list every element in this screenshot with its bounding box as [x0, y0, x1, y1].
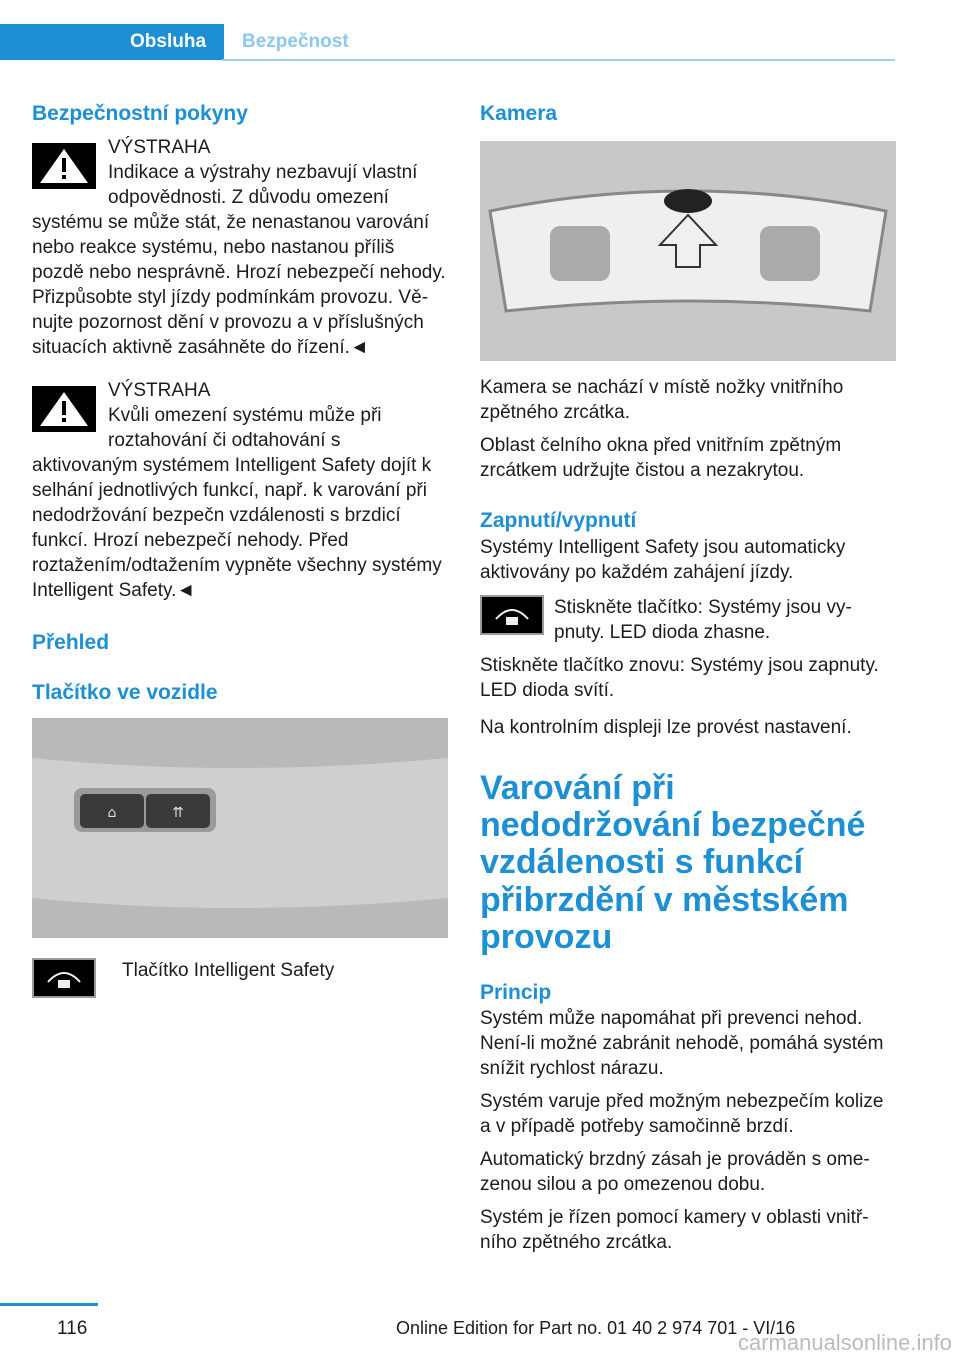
camera-photo: [480, 141, 896, 361]
camera-text-1: Kamera se nachází v místě nožky vnitřního zpětného zrcátka.: [480, 377, 844, 424]
warning-text: Kvůli omezení systému může při roztahování či odtahování s aktivovaným systémem Intelligent Safety dojít k selhání jednotlivých funkcí, např. k varování při nedodržování bezpečn vzdálenosti s brzdicí funkcí. Hrozí nebezpečí nehody. Před roztažením/odtažením vypněte všechny systémy Intelligent Safety.◄: [32, 405, 442, 602]
watermark: carmanualsonline.info: [737, 1330, 952, 1355]
button-in-vehicle-title: Tlačítko ve vozidle: [32, 680, 218, 704]
right-column: [480, 100, 896, 1255]
principle-text-3: Automatický brzdný zásah je prováděn s omezenou silou a po omezenou dobu.: [480, 1148, 870, 1195]
svg-text:⌂: ⌂: [107, 804, 117, 821]
intelligent-safety-icon: [480, 595, 544, 635]
onoff-title: Zapnutí/vypnutí: [480, 509, 637, 533]
intelligent-safety-icon: [32, 958, 96, 998]
footer-accent-line: [0, 1303, 98, 1306]
warning-triangle-icon: [32, 143, 96, 189]
principle-text-2: Systém varuje před možným nebezpečím kolize a v případě potřeby samočinně brzdí.: [480, 1090, 884, 1137]
onoff-text-3: Na kontrolním displeji lze provést nastavení.: [480, 716, 852, 738]
onoff-text-1: Systémy Intelligent Safety jsou automaticky aktivovány po každém zahájení jízdy.: [480, 536, 846, 583]
warning-title: VÝSTRAHA: [108, 137, 211, 159]
warning-block-1: [32, 135, 448, 360]
button-photo: [32, 718, 448, 938]
svg-text:⇈: ⇈: [172, 804, 184, 821]
principle-text-1: Systém může napomáhat při prevenci nehod. Není-li možné zabránit nehodě, pomáhá systém snížit rychlost nárazu.: [480, 1007, 884, 1079]
onoff-text-2: Stiskněte tlačítko znovu: Systémy jsou zapnuty. LED dioda svítí.: [480, 654, 879, 701]
warning-title: VÝSTRAHA: [108, 380, 211, 402]
header-tabs: [0, 24, 367, 60]
city-braking-title: Varování při nedodržování bezpečné vzdálenosti s funkcí přibrzdění v městském provozu: [480, 768, 866, 957]
onoff-button-text: Stiskněte tlačítko: Systémy jsou vypnuty. LED dioda zhasne.: [554, 596, 852, 643]
button-caption: Tlačítko Intelligent Safety: [122, 959, 335, 981]
camera-text-2: Oblast čelního okna před vnitřním zpětným zrcátkem udržujte čistou a nezakrytou.: [480, 435, 842, 482]
camera-title: Kamera: [480, 102, 558, 125]
principle-text-4: Systém je řízen pomocí kamery v oblasti vnitřního zpětného zrcátka.: [480, 1206, 869, 1253]
warning-triangle-icon: [32, 386, 96, 432]
left-column: [32, 100, 448, 998]
tab-obsluha[interactable]: Obsluha: [0, 24, 224, 60]
button-legend: [32, 958, 448, 998]
edition-note: Online Edition for Part no. 01 40 2 974 701 - VI/16: [396, 1318, 796, 1338]
warning-block-2: [32, 378, 448, 603]
overview-title: Přehled: [32, 631, 110, 655]
section-title-safety-notes: Bezpečnostní pokyny: [32, 102, 248, 125]
principle-title: Princip: [480, 980, 552, 1004]
tab-bezpecnost[interactable]: Bezpečnost: [242, 31, 349, 52]
warning-text: Indikace a výstrahy nezbavují vlastní odpovědnosti. Z důvodu omezení systému se může stát, že nenastanou varování nebo reakce systému, nebo nastanou příliš pozdě nebo nesprávně. Hrozí nebezpečí nehody. Přizpůsobte styl jízdy podmínkám provozu. Věnujte pozornost dění v provozu a v příslušných situacích aktivně zasáhněte do řízení.◄: [32, 162, 446, 359]
onoff-button-row: [480, 595, 896, 645]
header-divider: [222, 59, 895, 61]
page-number: 116: [57, 1318, 88, 1339]
